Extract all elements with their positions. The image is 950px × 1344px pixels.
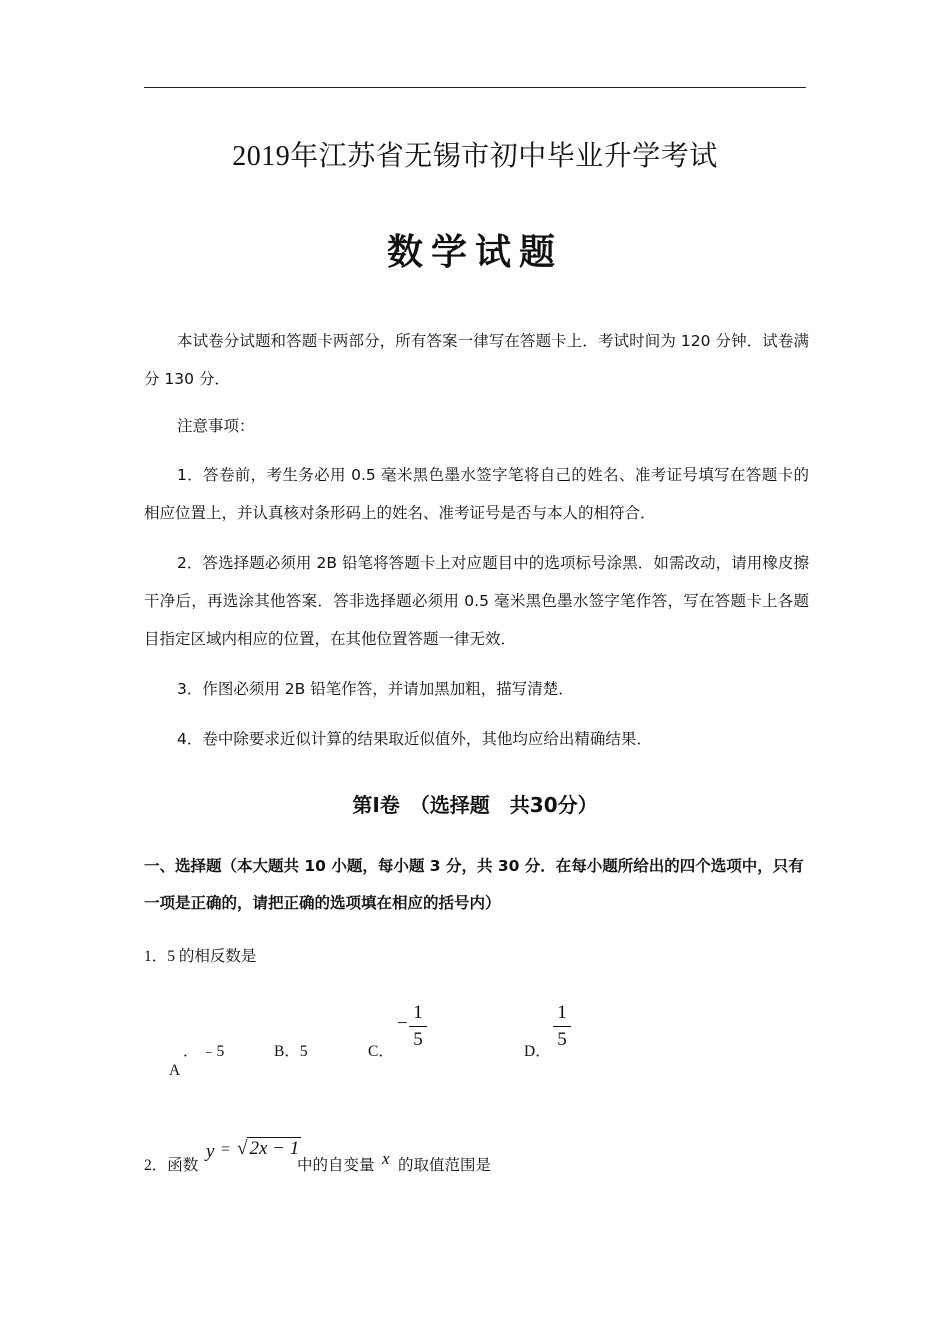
question-2-formula-lhs: y: [206, 1141, 215, 1162]
header-rule: [144, 87, 806, 88]
question-1-stem: 1．5 的相反数是: [144, 948, 257, 965]
exam-title: 2019年江苏省无锡市初中毕业升学考试: [232, 141, 718, 172]
question-2-formula-equals: =: [221, 1141, 231, 1158]
question-2-formula-radicand: 2x − 1: [249, 1138, 300, 1159]
radical-sign-icon: √: [237, 1138, 248, 1159]
question-1-option-d-fraction-bar: [553, 1026, 571, 1027]
notice-heading: 注意事项：: [177, 417, 255, 435]
question-1-option-c-sign: −: [397, 1013, 408, 1034]
question-2-stem-middle: 中的自变量: [297, 1157, 375, 1174]
notice-item-1: 1．答卷前，考生务必用 0.5 毫米黑色墨水签字笔将自己的姓名、准考证号填写在答题卡的相应位置上，并认真核对条形码上的姓名、准考证号是否与本人的相符合．: [144, 466, 809, 522]
question-1-option-c-fraction: [409, 1002, 427, 1051]
question-1-option-c-numerator: 1: [413, 1002, 423, 1023]
question-1-option-a-value: ﹣5: [201, 1043, 225, 1060]
question-1-option-d-denominator: 5: [557, 1029, 567, 1050]
question-2-variable: x: [382, 1149, 390, 1168]
question-1-option-d-label: D．: [524, 1043, 551, 1060]
notice-item-4: 4．卷中除要求近似计算的结果取近似值外，其他均应给出精确结果．: [177, 730, 652, 748]
question-2-formula-sqrt: [237, 1138, 301, 1160]
question-1-option-c-fraction-bar: [409, 1026, 427, 1027]
notice-item-3: 3．作图必须用 2B 铅笔作答，并请加黑加粗，描写清楚．: [177, 680, 574, 698]
question-1-option-a-letter: A: [169, 1062, 181, 1079]
question-1-option-d-fraction: [553, 1002, 571, 1051]
subject-title: 数学试题: [386, 232, 563, 273]
question-1-option-a-mark: ．: [183, 1043, 199, 1060]
intro-paragraph: 本试卷分试题和答题卡两部分，所有答案一律写在答题卡上．考试时间为 120 分钟．试卷满分 130 分．: [144, 332, 809, 388]
question-1-option-c-denominator: 5: [413, 1029, 423, 1050]
question-1-option-b: B．5: [274, 1043, 308, 1060]
part1-instruction: 一、选择题（本大题共 10 小题，每小题 3 分，共 30 分．在每小题所给出的四个选项中，只有一项是正确的，请把正确的选项填在相应的括号内）: [144, 857, 804, 912]
question-1-option-d-numerator: 1: [557, 1002, 567, 1023]
part1-title: 第Ⅰ卷 （选择题 共30分）: [352, 793, 598, 817]
notice-item-2: 2．答选择题必须用 2B 铅笔将答题卡上对应题目中的选项标号涂黑．如需改动，请用橡皮擦干净后，再选涂其他答案．答非选择题必须用 0.5 毫米黑色墨水签字笔作答，写在答题卡上各题目指定区域内相应的位置，在其他位置答题一律无效．: [144, 554, 809, 648]
question-2-stem-suffix: 的取值范围是: [398, 1157, 492, 1174]
question-1-option-c-label: C．: [368, 1043, 394, 1060]
question-2-stem-prefix: 2．函数: [144, 1157, 199, 1174]
